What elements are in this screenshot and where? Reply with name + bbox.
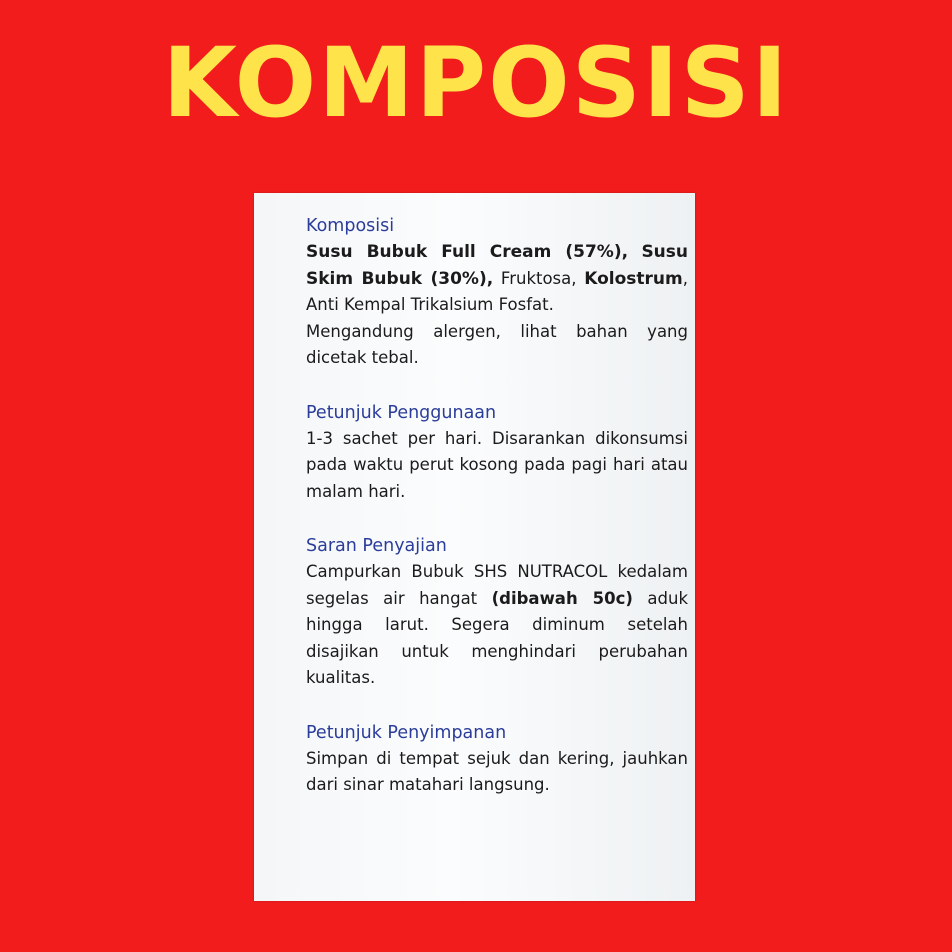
usage-text: 1-3 sachet per hari. Disarankan dikonsumsi pada waktu perut kosong pada pagi hari atau malam hari. [306, 428, 688, 501]
colostrum-ingredient: Kolostrum [584, 268, 683, 289]
serving-body [306, 559, 688, 692]
composition-heading: Komposisi [306, 216, 395, 236]
product-label-card [254, 193, 695, 901]
skim-powder-ingredient: Susu Skim Bubuk (30%), [306, 242, 689, 289]
serving-text-part1: Campurkan Bubuk SHS NUTRACOL kedalam segelas air hangat [306, 562, 688, 608]
milk-powder-ingredient: Susu Bubuk Full Cream (57%), [306, 242, 629, 262]
storage-heading: Petunjuk Penyimpanan [306, 722, 507, 743]
usage-heading: Petunjuk Penggunaan [306, 402, 497, 423]
ingredients-text-part1: Fruktosa, [500, 268, 585, 288]
usage-section [306, 400, 688, 506]
serving-text-part2: aduk hingga larut. Segera diminum setelah disajikan untuk menghindari perubahan kualitas. [306, 588, 688, 687]
allergen-note: Mengandung alergen, lihat bahan yang dicetak tebal. [306, 321, 688, 367]
composition-body [306, 239, 688, 319]
banner-title: KOMPOSISI [162, 27, 790, 139]
serving-temperature: (dibawah 50c) [491, 588, 633, 608]
storage-text: Simpan di tempat sejuk dan kering, jauhkan dari sinar matahari langsung. [306, 748, 688, 794]
label-content [306, 213, 688, 827]
storage-section [306, 720, 688, 799]
serving-section [306, 533, 688, 692]
ingredients-text-part2: , Anti Kempal Trikalsium Fosfat. [306, 268, 688, 314]
composition-section [306, 213, 688, 372]
serving-heading: Saran Penyajian [306, 536, 447, 556]
